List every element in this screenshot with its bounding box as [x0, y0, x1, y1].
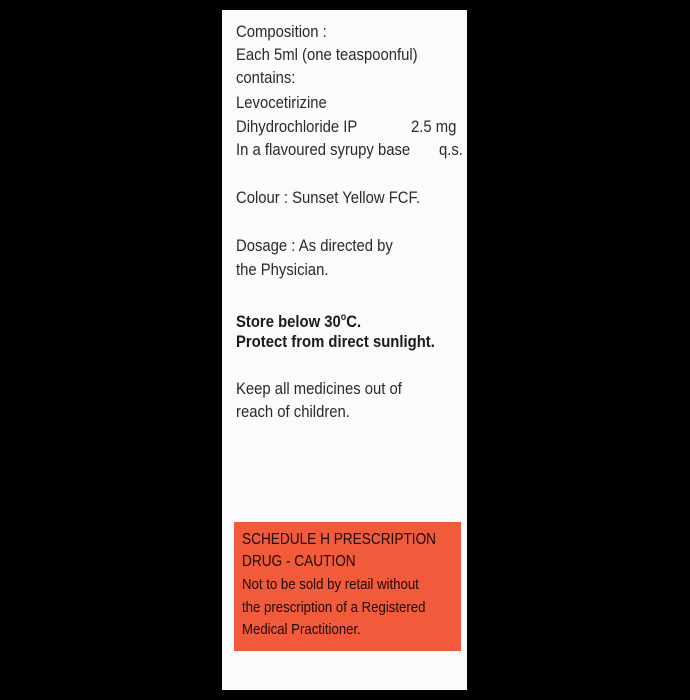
medicine-label	[222, 10, 467, 690]
warning-line-5: Medical Practitioner.	[242, 621, 361, 638]
base-text: In a flavoured syrupy base	[236, 141, 411, 159]
ingredient-name-1: Levocetirizine	[236, 94, 327, 112]
storage-suffix: C.	[346, 313, 362, 331]
protect-text: Protect from direct sunlight.	[236, 333, 435, 351]
storage-temperature	[236, 308, 361, 332]
composition-line-2: contains:	[236, 69, 296, 87]
storage-prefix: Store below 30	[236, 313, 341, 331]
composition-line-1: Each 5ml (one teaspoonful)	[236, 46, 418, 64]
colour-text: Colour : Sunset Yellow FCF.	[236, 189, 421, 207]
warning-line-2: DRUG - CAUTION	[242, 553, 356, 570]
dosage-line-2: the Physician.	[236, 261, 329, 279]
warning-line-3: Not to be sold by retail without	[242, 576, 419, 593]
ingredient-name-2: Dihydrochloride IP	[236, 118, 358, 136]
keep-line-1: Keep all medicines out of	[236, 380, 402, 398]
degree-symbol: o	[340, 312, 347, 323]
base-amount: q.s.	[439, 141, 463, 159]
ingredient-amount: 2.5 mg	[411, 118, 457, 136]
warning-line-4: the prescription of a Registered	[242, 599, 426, 616]
schedule-h-warning-box	[234, 522, 461, 651]
warning-line-1: SCHEDULE H PRESCRIPTION	[242, 531, 437, 548]
keep-line-2: reach of children.	[236, 403, 350, 421]
dosage-line-1: Dosage : As directed by	[236, 237, 393, 255]
composition-heading: Composition :	[236, 23, 327, 41]
